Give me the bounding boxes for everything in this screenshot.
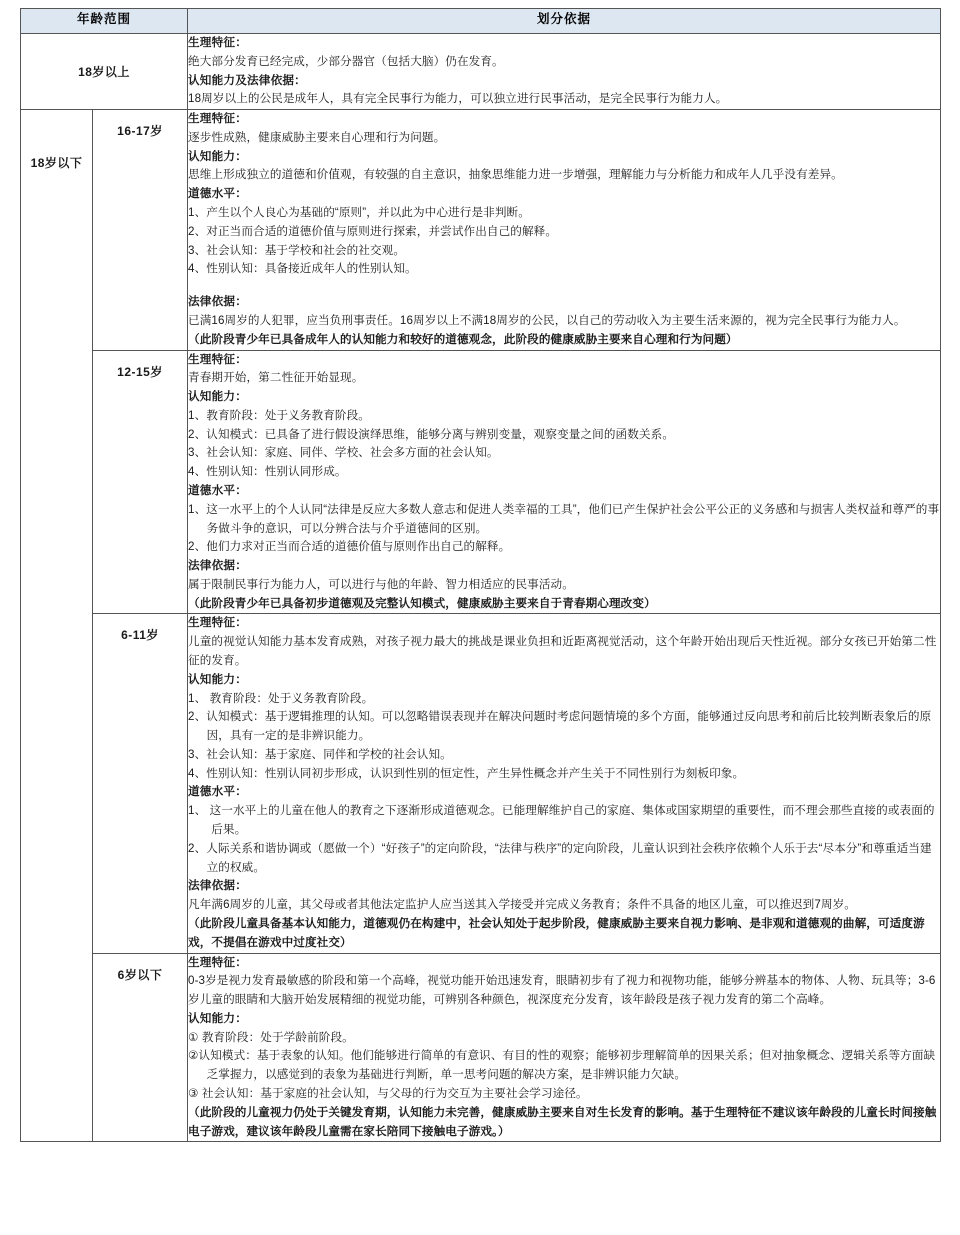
heading-cognition: 认知能力：: [188, 1011, 247, 1025]
cognition-item: ① 教育阶段：处于学龄前阶段。: [188, 1030, 354, 1044]
text-law: 属于限制民事行为能力人，可以进行与他的年龄、智力相适应的民事活动。: [188, 577, 574, 591]
table-row: [21, 614, 941, 953]
summary-note: （此阶段青少年已具备成年人的认知能力和较好的道德观念，此阶段的健康威胁主要来自心理和行为问题）: [188, 332, 738, 346]
table-body: [21, 34, 941, 1142]
age-subcell-under-6: [93, 953, 188, 1142]
age-cell-under-18: [21, 110, 93, 1142]
text-cognition: 思维上形成独立的道德和价值观，有较强的自主意识，抽象思维能力进一步增强，理解能力与分析能力和成年人几乎没有差异。: [188, 168, 843, 182]
column-header-age-range: 年龄范围: [21, 9, 188, 34]
table-row: [21, 953, 941, 1142]
heading-physiology: 生理特征：: [188, 112, 247, 126]
heading-law: 法律依据：: [188, 879, 247, 893]
text-physiology: 0-3岁是视力发育最敏感的阶段和第一个高峰，视觉功能开始迅速发育，眼睛初步有了视力和视物功能，能够分辨基本的物体、人物、玩具等；3-6岁儿童的眼睛和大脑开始发展精细的视觉功能，可辨别各种颜色，视深度充分发育，该年龄段是孩子视力发育的第二个高峰。: [188, 974, 936, 1007]
summary-note: （此阶段青少年已具备初步道德观及完整认知模式，健康威胁主要来自于青春期心理改变）: [188, 596, 656, 610]
heading-morality: 道德水平：: [188, 483, 247, 497]
criteria-cell-18-and-above: [188, 34, 941, 110]
heading-law: 法律依据：: [188, 295, 247, 309]
age-sub-label: 6岁以下: [117, 967, 163, 982]
table-row: [21, 34, 941, 110]
criteria-cell-16-17: [188, 110, 941, 350]
age-criteria-table: [20, 8, 941, 1142]
age-label: 18岁以上: [78, 65, 130, 80]
cognition-item: 4、性别认知：性别认同初步形成，认识到性别的恒定性，产生异性概念并产生关于不同性别行为刻板印象。: [188, 766, 745, 780]
heading-cognition: 认知能力：: [188, 672, 247, 686]
heading-cognition: 认知能力：: [188, 149, 247, 163]
heading-law: 法律依据：: [188, 559, 247, 573]
age-cell-18-and-above: [21, 34, 188, 110]
summary-note: （此阶段儿童具备基本认知能力，道德观仍在构建中，社会认知处于起步阶段，健康威胁主要来自视力影响、是非观和道德观的曲解，可适度游戏，不提倡在游戏中过度社交）: [188, 916, 925, 949]
morality-item: 3、社会认知：基于学校和社会的社交观。: [188, 243, 406, 257]
table-header-row: [21, 9, 941, 34]
criteria-cell-under-6: [188, 953, 941, 1142]
age-subcell-16-17: [93, 110, 188, 350]
spacer: [188, 279, 940, 293]
age-sub-label: 6-11岁: [121, 628, 159, 643]
heading-physiology: 生理特征：: [188, 36, 247, 49]
summary-note: （此阶段的儿童视力仍处于关键发育期，认知能力未完善，健康威胁主要来自对生长发育的影响。基于生理特征不建议该年龄段的儿童长时间接触电子游戏，建议该年龄段儿童需在家长陪同下接触电子游戏。）: [188, 1105, 937, 1138]
heading-physiology: 生理特征：: [188, 352, 247, 366]
cognition-item: 4、性别认知：性别认同形成。: [188, 465, 347, 479]
age-subcell-6-11: [93, 614, 188, 953]
heading-physiology: 生理特征：: [188, 955, 247, 969]
cognition-item: ②认知模式：基于表象的认知。他们能够进行简单的有意识、有目的性的观察；能够初步理解简单的因果关系；但对抽象概念、逻辑关系等方面缺乏掌握力，以感觉到的表象为基础进行判断，单一思考问题的解决方案，是非辨识能力欠缺。: [188, 1049, 936, 1082]
heading-physiology: 生理特征：: [188, 616, 247, 630]
morality-item: 2、对正当而合适的道德价值与原则进行探索，并尝试作出自己的解释。: [188, 224, 558, 238]
text-physiology: 儿童的视觉认知能力基本发育成熟，对孩子视力最大的挑战是课业负担和近距离视觉活动，这个年龄开始出现后天性近视。部分女孩已开始第二性征的发育。: [188, 635, 937, 667]
morality-item: 2、人际关系和谐协调或（愿做一个）“好孩子”的定向阶段，“法律与秩序”的定向阶段，儿童认识到社会秩序依赖个人乐于去“尽本分”和尊重适当建立的权威。: [188, 841, 932, 874]
criteria-cell-6-11: [188, 614, 941, 953]
heading-morality: 道德水平：: [188, 785, 247, 799]
text-physiology: 逐步性成熟，健康威胁主要来自心理和行为问题。: [188, 130, 446, 144]
morality-item: 4、性别认知：具备接近成年人的性别认知。: [188, 262, 417, 276]
table-row: [21, 350, 941, 614]
text-law: 凡年满6周岁的儿童，其父母或者其他法定监护人应当送其入学接受并完成义务教育；条件不具备的地区儿童，可以推迟到7周岁。: [188, 898, 856, 912]
text-cognition-and-law: 18周岁以上的公民是成年人，具有完全民事行为能力，可以独立进行民事活动，是完全民事行为能力人。: [188, 92, 728, 106]
criteria-cell-12-15: [188, 350, 941, 614]
cognition-item: 2、认知模式：基于逻辑推理的认知。可以忽略错误表现并在解决问题时考虑问题情境的多个方面，能够通过反向思考和前后比较判断表象后的原因，具有一定的是非辨识能力。: [188, 710, 932, 743]
morality-item: 1、这一水平上的个人认同“法律是反应大多数人意志和促进人类幸福的工具”，他们已产生保护社会公平公正的义务感和与损害人类权益和尊严的事务做斗争的意识，可以分辨合法与介乎道德间的区别。: [188, 502, 940, 535]
morality-item: 1、产生以个人良心为基础的“原则”，并以此为中心进行是非判断。: [188, 206, 530, 220]
cognition-item: 1、教育阶段：处于义务教育阶段。: [188, 408, 370, 422]
cognition-item: 1、 教育阶段：处于义务教育阶段。: [188, 691, 374, 705]
cognition-item: 3、社会认知：基于家庭、同伴和学校的社会认知。: [188, 747, 452, 761]
heading-cognition-and-law: 认知能力及法律依据：: [188, 73, 306, 87]
text-physiology: 青春期开始，第二性征开始显现。: [188, 371, 364, 385]
text-law: 已满16周岁的人犯罪，应当负刑事责任。16周岁以上不满18周岁的公民，以自己的劳动收入为主要生活来源的，视为完全民事行为能力人。: [188, 313, 906, 327]
morality-item: 1、 这一水平上的儿童在他人的教育之下逐渐形成道德观念。已能理解维护自己的家庭、集体或国家期望的重要性，而不理会那些直接的或表面的后果。: [188, 804, 935, 837]
age-sub-label: 12-15岁: [117, 364, 163, 379]
table-row: [21, 110, 941, 350]
age-sub-label: 16-17岁: [117, 124, 163, 139]
table-header: [21, 9, 941, 34]
text-physiology: 绝大部分发育已经完成，少部分器官（包括大脑）仍在发育。: [188, 54, 504, 68]
heading-morality: 道德水平：: [188, 187, 247, 201]
age-subcell-12-15: [93, 350, 188, 614]
age-label: 18岁以下: [30, 156, 83, 171]
cognition-item: ③ 社会认知：基于家庭的社会认知，与父母的行为交互为主要社会学习途径。: [188, 1086, 588, 1100]
cognition-item: 3、社会认知：家庭、同伴、学校、社会多方面的社会认知。: [188, 446, 499, 460]
column-header-criteria: 划分依据: [188, 9, 941, 34]
cognition-item: 2、认知模式：已具备了进行假设演绎思维，能够分离与辨别变量，观察变量之间的函数关系。: [188, 427, 675, 441]
heading-cognition: 认知能力：: [188, 390, 247, 404]
morality-item: 2、他们力求对正当而合适的道德价值与原则作出自己的解释。: [188, 540, 511, 554]
